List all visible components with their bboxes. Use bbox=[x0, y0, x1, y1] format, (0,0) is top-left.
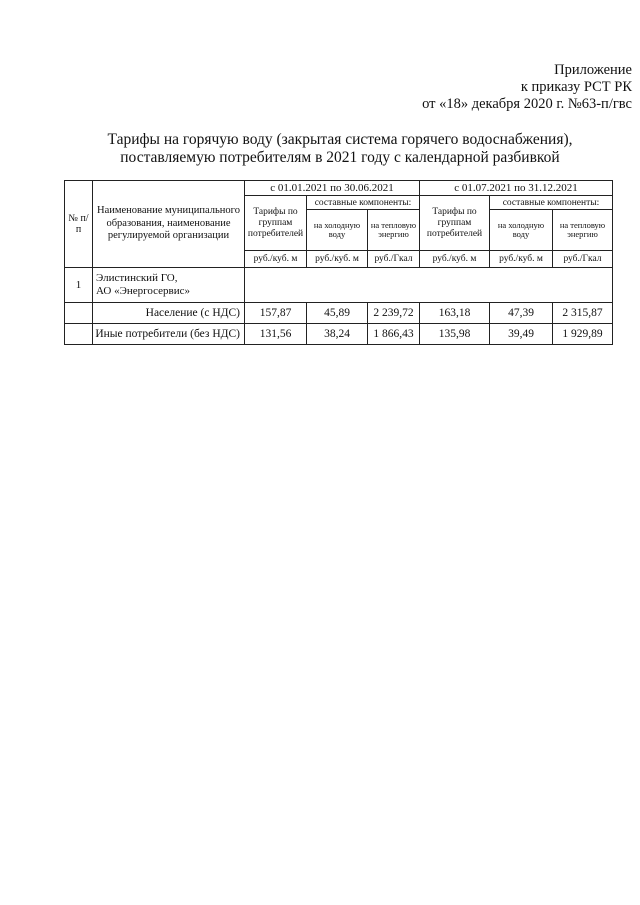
table-row bbox=[65, 324, 613, 345]
p1-cold-value: 38,24 bbox=[307, 324, 368, 345]
p2-tariff-value: 135,98 bbox=[420, 324, 490, 345]
org-number: 1 bbox=[65, 268, 93, 303]
appendix-line-1: Приложение bbox=[554, 62, 632, 78]
header-organization-name: Наименование муниципального образования, наименование регулируемой организации bbox=[93, 181, 245, 268]
p1-tariff-value: 131,56 bbox=[245, 324, 307, 345]
p2-cold-value: 39,49 bbox=[490, 324, 553, 345]
header-p2-thermal-energy: на тепловую энергию bbox=[553, 210, 613, 251]
unit-p1-tariff: руб./куб. м bbox=[245, 251, 307, 268]
org-company: АО «Энергосервис» bbox=[96, 285, 190, 297]
org-name bbox=[93, 268, 245, 303]
p1-cold-value: 45,89 bbox=[307, 303, 368, 324]
unit-p2-heat: руб./Гкал bbox=[553, 251, 613, 268]
unit-p1-cold: руб./куб. м bbox=[307, 251, 368, 268]
unit-p2-cold: руб./куб. м bbox=[490, 251, 553, 268]
row-number-cell bbox=[65, 324, 93, 345]
title-line-1: Тарифы на горячую воду (закрытая система горячего водоснабжения), bbox=[107, 131, 573, 148]
header-p2-components: составные компоненты: bbox=[490, 196, 613, 210]
p2-cold-value: 47,39 bbox=[490, 303, 553, 324]
header-period-2: с 01.07.2021 по 31.12.2021 bbox=[420, 181, 613, 196]
appendix-header bbox=[422, 62, 632, 113]
appendix-line-2: к приказу РСТ РК bbox=[520, 79, 632, 95]
tariff-table bbox=[64, 180, 613, 345]
unit-p2-tariff: руб./куб. м bbox=[420, 251, 490, 268]
p2-heat-value: 1 929,89 bbox=[553, 324, 613, 345]
row-number-cell bbox=[65, 303, 93, 324]
header-p1-group-tariffs: Тарифы по группам потребителей bbox=[245, 196, 307, 251]
header-p2-group-tariffs: Тарифы по группам потребителей bbox=[420, 196, 490, 251]
document-title bbox=[60, 131, 620, 167]
title-line-2: поставляемую потребителям в 2021 году с календарной разбивкой bbox=[120, 149, 560, 166]
unit-p1-heat: руб./Гкал bbox=[368, 251, 420, 268]
p1-heat-value: 2 239,72 bbox=[368, 303, 420, 324]
header-period-1: с 01.01.2021 по 30.06.2021 bbox=[245, 181, 420, 196]
header-number: № п/п bbox=[65, 181, 93, 268]
appendix-line-3: от «18» декабря 2020 г. №63-п/гвс bbox=[422, 96, 632, 112]
header-p2-cold-water: на холодную воду bbox=[490, 210, 553, 251]
header-p1-cold-water: на холодную воду bbox=[307, 210, 368, 251]
consumer-group: Иные потребители (без НДС) bbox=[93, 324, 245, 345]
header-p1-components: составные компоненты: bbox=[307, 196, 420, 210]
consumer-group: Население (с НДС) bbox=[93, 303, 245, 324]
header-p1-thermal-energy: на тепловую энергию bbox=[368, 210, 420, 251]
p2-tariff-value: 163,18 bbox=[420, 303, 490, 324]
p2-heat-value: 2 315,87 bbox=[553, 303, 613, 324]
org-empty-cell bbox=[245, 268, 613, 303]
org-municipality: Элистинский ГО, bbox=[96, 272, 178, 284]
p1-heat-value: 1 866,43 bbox=[368, 324, 420, 345]
table-row bbox=[65, 303, 613, 324]
p1-tariff-value: 157,87 bbox=[245, 303, 307, 324]
